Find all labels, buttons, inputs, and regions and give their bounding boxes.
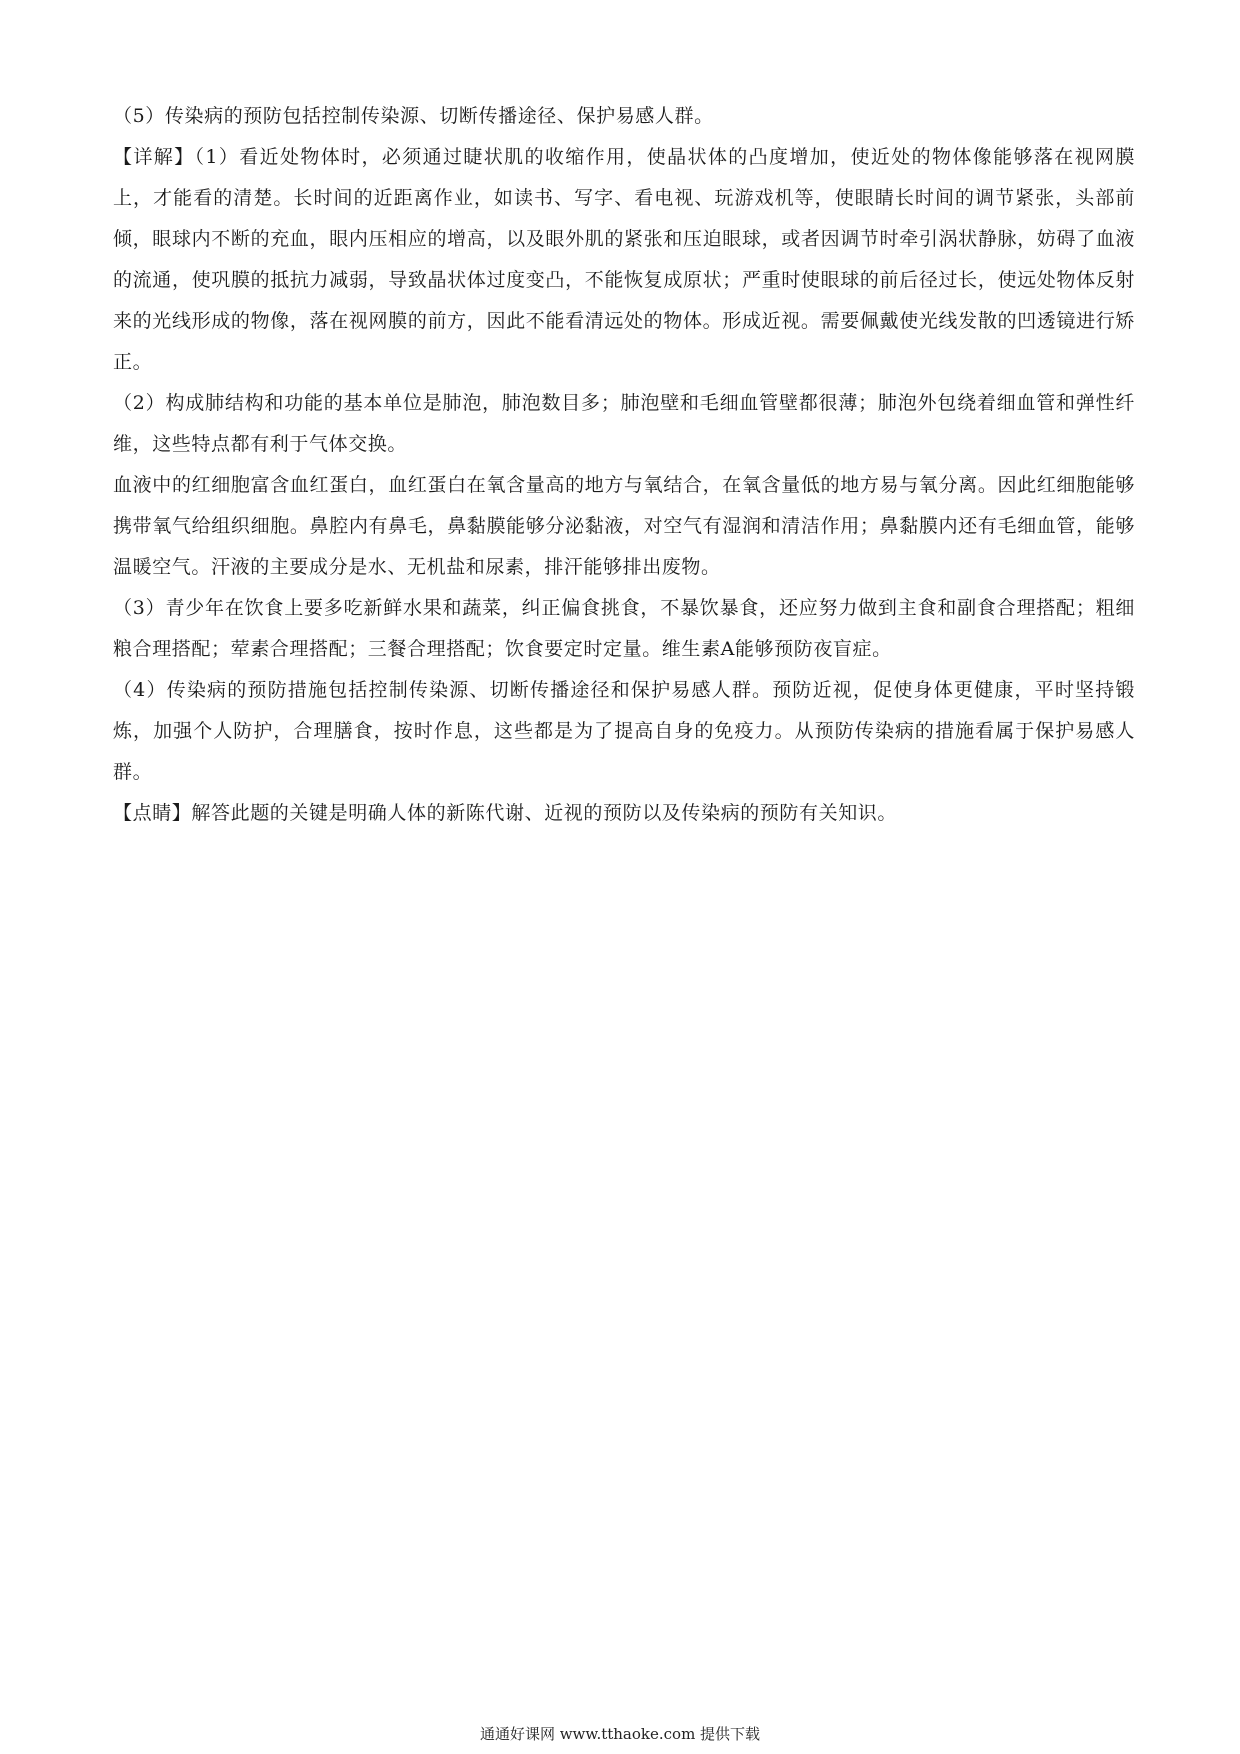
explanation-blood: 血液中的红细胞富含血红蛋白，血红蛋白在氧含量高的地方与氧结合，在氧含量低的地方易与氧分离。因此红细胞能够携带氧气给组织细胞。鼻腔内有鼻毛，鼻黏膜能够分泌黏液，对空气有湿润和清洁作用；鼻黏膜内还有毛细血管，能够温暖空气。汗液的主要成分是水、无机盐和尿素，排汗能够排出废物。 xyxy=(113,474,1135,578)
explanation-part-1: 【详解】（1）看近处物体时，必须通过睫状肌的收缩作用，使晶状体的凸度增加，使近处的物体像能够落在视网膜上，才能看的清楚。长时间的近距离作业，如读书、写字、看电视、玩游戏机等，使眼睛长时间的调节紧张，头部前倾，眼球内不断的充血，眼内压相应的增高，以及眼外肌的紧张和压迫眼球，或者因调节时牵引涡状静脉，妨碍了血液的流通，使巩膜的抵抗力减弱，导致晶状体过度变凸，不能恢复成原状；严重时使眼球的前后径过长，使远处物体反射来的光线形成的物像，落在视网膜的前方，因此不能看清远处的物体。形成近视。需要佩戴使光线发散的凹透镜进行矫正。 xyxy=(113,146,1135,373)
explanation-part-3: （3）青少年在饮食上要多吃新鲜水果和蔬菜，纠正偏食挑食，不暴饮暴食，还应努力做到主食和副食合理搭配；粗细粮合理搭配；荤素合理搭配；三餐合理搭配；饮食要定时定量。维生素A能够预防夜盲症。 xyxy=(113,597,1135,660)
document-body xyxy=(113,96,1135,834)
key-point: 【点睛】解答此题的关键是明确人体的新陈代谢、近视的预防以及传染病的预防有关知识。 xyxy=(113,802,898,824)
explanation-part-2: （2）构成肺结构和功能的基本单位是肺泡，肺泡数目多；肺泡壁和毛细血管壁都很薄；肺泡外包绕着细血管和弹性纤维，这些特点都有利于气体交换。 xyxy=(113,392,1135,455)
answer-point-5: （5）传染病的预防包括控制传染源、切断传播途径、保护易感人群。 xyxy=(113,105,714,127)
explanation-part-4: （4）传染病的预防措施包括控制传染源、切断传播途径和保护易感人群。预防近视，促使身体更健康，平时坚持锻炼，加强个人防护，合理膳食，按时作息，这些都是为了提高自身的免疫力。从预防传染病的措施看属于保护易感人群。 xyxy=(113,679,1135,783)
page-footer: 通通好课网 www.tthaoke.com 提供下载 xyxy=(479,1725,761,1743)
